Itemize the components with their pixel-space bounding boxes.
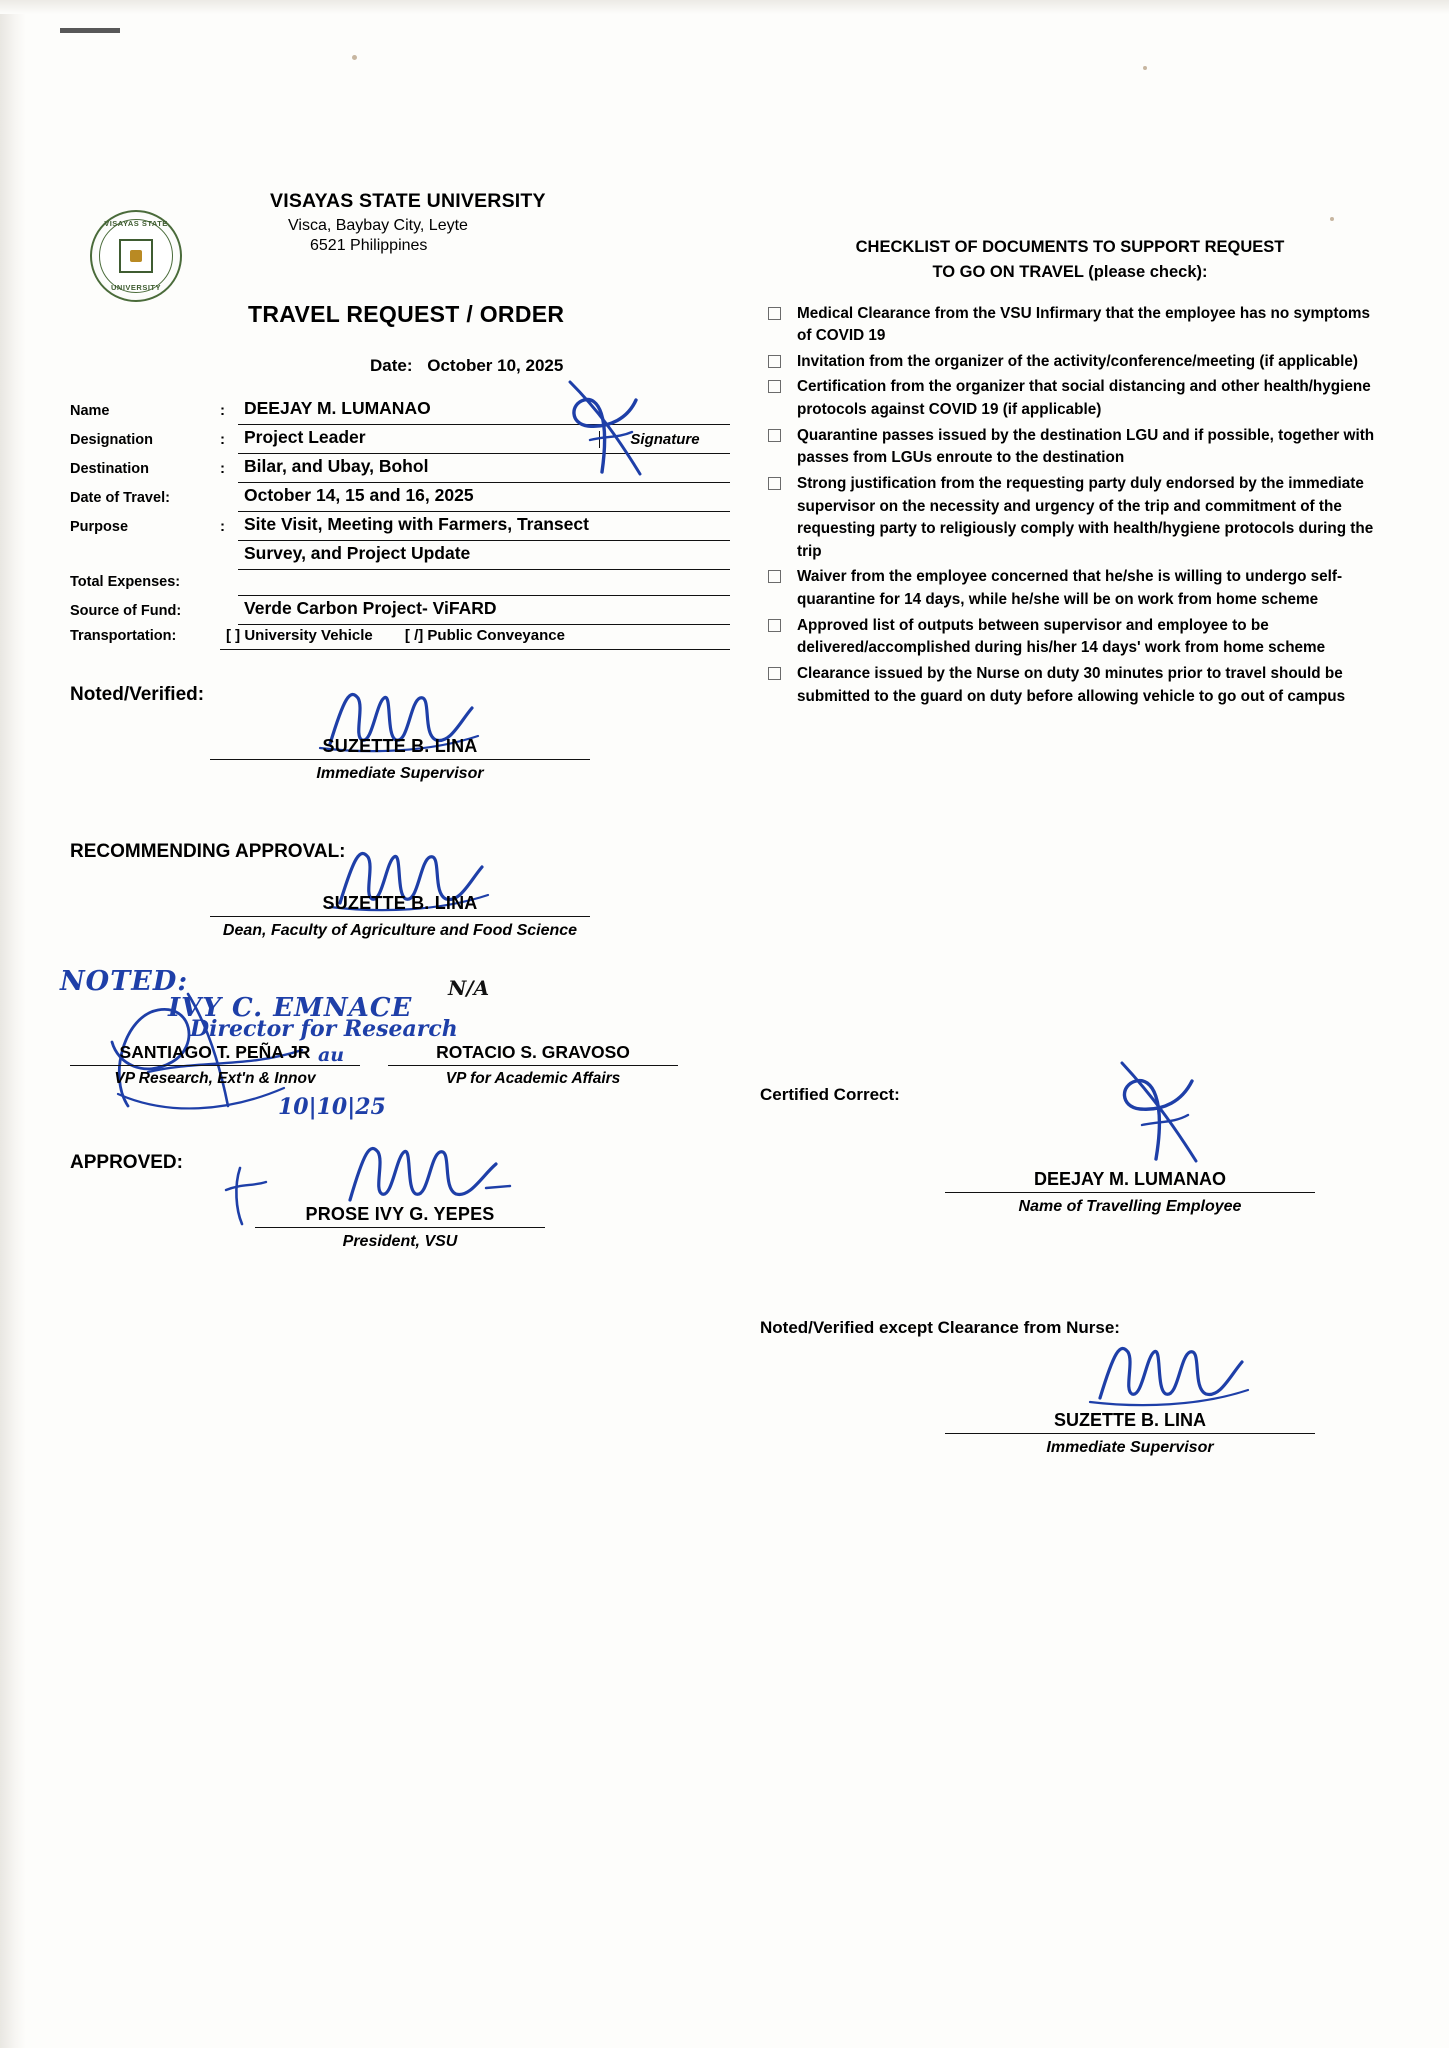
approved-name: PROSE IVY G. YEPES: [255, 1204, 545, 1228]
checkbox-icon[interactable]: [768, 477, 781, 490]
dual-signer-right: [388, 1042, 678, 1088]
colon-purpose-cont: [220, 564, 238, 570]
university-seal-icon: [90, 210, 182, 302]
checkbox-icon[interactable]: [768, 307, 781, 320]
approved-role: President, VSU: [342, 1233, 458, 1250]
checkbox-icon[interactable]: [768, 667, 781, 680]
checklist-item[interactable]: [760, 473, 1380, 564]
checkbox-public-conveyance[interactable]: [ /] Public Conveyance: [404, 627, 565, 644]
form-row-designation: [70, 427, 730, 454]
dual-signer-left-role: VP Research, Ext'n & Innov: [114, 1070, 316, 1087]
scan-speck: [352, 55, 357, 60]
recommending-approval-signatory: [70, 893, 730, 940]
seal-bottom-text: UNIVERSITY: [110, 283, 161, 292]
dual-signer-right-role: VP for Academic Affairs: [445, 1070, 621, 1087]
colon-designation: :: [220, 431, 225, 448]
date-value: October 10, 2025: [427, 356, 564, 375]
certified-correct-section: [760, 1085, 1380, 1216]
label-transportation: Transportation:: [70, 628, 177, 644]
label-purpose: Purpose: [70, 519, 129, 535]
recommending-approval-role: Dean, Faculty of Agriculture and Food Science: [222, 922, 578, 939]
checklist-item-label: Certification from the organizer that social distancing and other health/hygiene protocols against COVID 19 (if applicable): [797, 378, 1371, 418]
scan-edge-left: [0, 0, 26, 2048]
checkbox-icon[interactable]: [768, 570, 781, 583]
checklist-item-label: Quarantine passes issued by the destination LGU and if possible, together with passes from LGUs enroute to the destination: [797, 426, 1375, 467]
noted-verified-section: [70, 684, 730, 783]
scan-speck: [1143, 66, 1147, 70]
approved-signatory: [70, 1204, 730, 1251]
page-title: TRAVEL REQUEST / ORDER: [248, 301, 565, 327]
date-line: [370, 356, 730, 376]
dual-signer-right-name: ROTACIO S. GRAVOSO: [388, 1042, 678, 1066]
value-name: DEEJAY M. LUMANAO: [238, 398, 730, 425]
form-row-purpose-cont: [70, 543, 730, 570]
recommending-approval-heading: RECOMMENDING APPROVAL:: [70, 841, 346, 862]
checklist-item-label: Strong justification from the requesting party duly endorsed by the immediate supervisor on the necessity and urgency of the trip and commitment of the requesting party to religiously comply with health/hygiene protocols during the trip: [797, 474, 1374, 560]
university-name: VISAYAS STATE UNIVERSITY: [270, 190, 546, 212]
scan-artifact-mark: [60, 28, 120, 33]
checklist-title-line2: TO GO ON TRAVEL (please check):: [932, 262, 1208, 281]
checklist-title-line1: CHECKLIST OF DOCUMENTS TO SUPPORT REQUEST: [855, 238, 1285, 256]
checklist-item[interactable]: [760, 566, 1380, 611]
checklist-item-label: Invitation from the organizer of the activity/conference/meeting (if applicable): [797, 352, 1358, 370]
form-row-source-of-fund: [70, 598, 730, 625]
colon-destination: :: [220, 460, 225, 477]
value-date-of-travel: October 14, 15 and 16, 2025: [238, 485, 730, 512]
checkbox-icon[interactable]: [768, 429, 781, 442]
value-designation: Project Leader: [238, 427, 730, 454]
recommending-approval-name: SUZETTE B. LINA: [210, 893, 590, 917]
checklist-item[interactable]: [760, 663, 1380, 708]
signature-ink-employee: [1090, 1055, 1220, 1175]
dual-signer-left: [70, 1042, 360, 1088]
value-source-of-fund: Verde Carbon Project- ViFARD: [238, 598, 730, 625]
checkbox-icon[interactable]: [768, 355, 781, 368]
label-purpose-cont: [70, 564, 220, 570]
checkbox-icon[interactable]: [768, 380, 781, 393]
checklist-item[interactable]: [760, 615, 1380, 660]
label-destination: Destination: [70, 461, 149, 477]
checklist-item-label: Approved list of outputs between supervisor and employee to be delivered/accomplished during his/her 14 days' work from home scheme: [797, 616, 1326, 657]
handwritten-small-note: au: [318, 1044, 345, 1066]
noted-verified-heading: Noted/Verified:: [70, 684, 205, 705]
certified-correct-role: Name of Travelling Employee: [1018, 1198, 1242, 1215]
travel-form: [70, 398, 730, 650]
handwritten-na: N/A: [448, 976, 490, 1000]
university-address: Visca, Baybay City, Leyte: [288, 217, 468, 234]
handwritten-date-stamp: 10|10|25: [278, 1094, 386, 1120]
left-column: [60, 190, 730, 1251]
checklist-item-label: Clearance issued by the Nurse on duty 30 minutes prior to travel should be submitted to the guard on duty before allowing vehicle to go out of campus: [797, 664, 1346, 705]
certified-correct-name: DEEJAY M. LUMANAO: [945, 1169, 1315, 1193]
checklist-item[interactable]: [760, 425, 1380, 470]
colon-purpose: :: [220, 518, 225, 535]
signature-box-label: Signature: [599, 431, 730, 448]
label-date-of-travel: Date of Travel:: [70, 490, 170, 506]
date-label: Date:: [370, 356, 413, 375]
noted-verified-role: Immediate Supervisor: [316, 765, 484, 782]
transportation-options: [220, 627, 730, 650]
label-name: Name: [70, 403, 110, 419]
checkbox-university-vehicle[interactable]: [ ] University Vehicle: [226, 627, 373, 644]
noted-verified-signatory: [70, 736, 730, 783]
noted-except-section: [760, 1318, 1380, 1457]
form-row-purpose: [70, 514, 730, 541]
noted-except-name: SUZETTE B. LINA: [945, 1410, 1315, 1434]
noted-except-role: Immediate Supervisor: [1046, 1439, 1214, 1456]
form-row-name: [70, 398, 730, 425]
dual-signer-left-name: SANTIAGO T. PEÑA JR: [70, 1042, 360, 1066]
seal-top-text: VISAYAS STATE: [104, 219, 168, 228]
checklist-item[interactable]: [760, 376, 1380, 421]
colon-date-of-travel: [220, 506, 238, 512]
label-source-of-fund: Source of Fund:: [70, 603, 182, 619]
checklist-item-label: Waiver from the employee concerned that he/she is willing to undergo self-quarantine for 14 days, while he/she will be on work from home scheme: [797, 568, 1343, 608]
value-total-expenses: [238, 572, 730, 596]
form-row-date-of-travel: [70, 485, 730, 512]
value-purpose-line2: Survey, and Project Update: [238, 543, 730, 570]
noted-except-signatory: [880, 1410, 1380, 1457]
checklist-title: [760, 235, 1380, 285]
handwritten-title-scribble: Director for Research: [190, 1016, 458, 1042]
label-total-expenses: Total Expenses:: [70, 574, 181, 590]
form-row-transportation: [70, 627, 730, 650]
colon-name: :: [220, 402, 225, 419]
university-zip: 6521 Philippines: [310, 237, 428, 254]
form-row-total-expenses: [70, 572, 730, 596]
label-designation: Designation: [70, 432, 153, 448]
value-purpose-line1: Site Visit, Meeting with Farmers, Transect: [238, 514, 730, 541]
noted-except-label: Noted/Verified except Clearance from Nurse:: [760, 1318, 1120, 1337]
colon-total-expenses: [220, 590, 238, 596]
certified-correct-label: Certified Correct:: [760, 1085, 900, 1104]
scan-speck: [1330, 217, 1334, 221]
approved-section: [70, 1152, 730, 1251]
form-row-destination: [70, 456, 730, 483]
noted-verified-name: SUZETTE B. LINA: [210, 736, 590, 760]
checklist-item[interactable]: [760, 351, 1380, 374]
checklist-item[interactable]: [760, 303, 1380, 348]
value-destination: Bilar, and Ubay, Bohol: [238, 456, 730, 483]
recommending-approval-section: [70, 841, 730, 940]
handwritten-noted: NOTED:: [60, 966, 189, 997]
handwritten-name-scribble: IVY C. EMNACE: [168, 993, 413, 1023]
signature-ink-supervisor-2: [1080, 1332, 1260, 1412]
checkbox-icon[interactable]: [768, 619, 781, 632]
dual-signers-row: [60, 966, 730, 1120]
checklist-column: [760, 235, 1380, 711]
scan-edge-top: [0, 0, 1449, 14]
approved-heading: APPROVED:: [70, 1152, 183, 1173]
checklist-item-label: Medical Clearance from the VSU Infirmary that the employee has no symptoms of COVID 19: [797, 304, 1370, 345]
certified-correct-signatory: [880, 1169, 1380, 1216]
university-heading: [270, 190, 730, 255]
colon-source-of-fund: [220, 619, 238, 625]
